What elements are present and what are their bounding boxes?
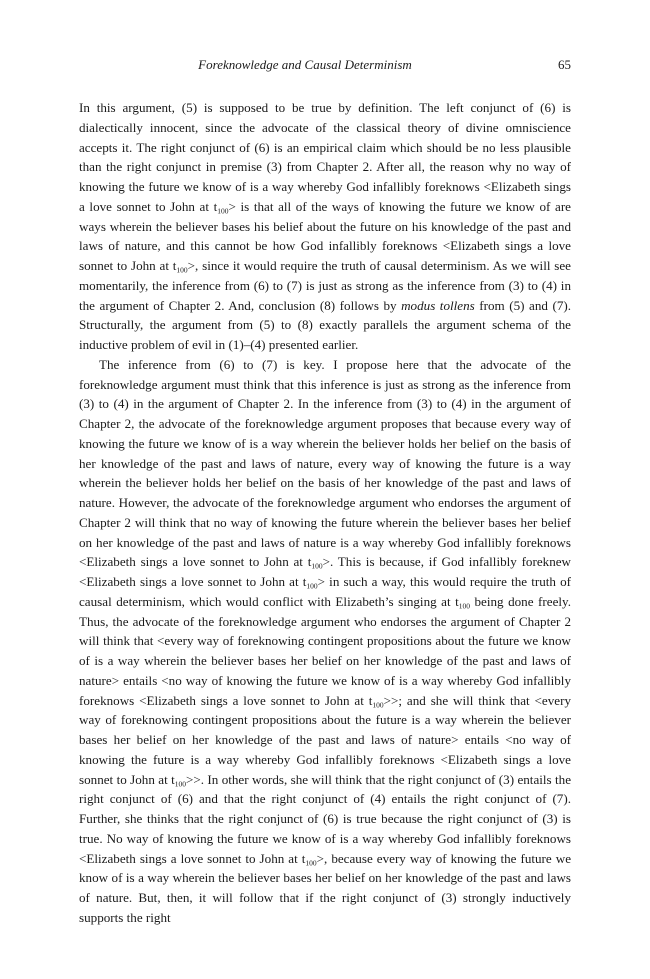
text-run: > is that all of the ways of knowing the future we know of are ways wherein the believer bases his belief about the future on his knowledge of the past and laws of nature, and this cannot be how God infallibly foreknows <Elizabeth sings a love sonnet to John at t [79,198,571,273]
text-run: >. This is because, if God infallibly foreknew <Elizabeth sings a love sonnet to John at t [79,554,572,589]
italic-text: modus tollens [401,297,475,313]
text-run: >, since it would require the truth of causal determinism. As we will see momentarily, the inference from (6) to (7) is just as strong as the inference from (3) to (4) in the argument of Chapter 2. And, conclusion (8) follows by [79,258,571,313]
subscript: 100 [458,601,470,611]
text-run: being done freely. Thus, the advocate of the foreknowledge argument who endorses the argument of Chapter 2 will think that <every way of foreknowing contingent propositions about the future we know of is a way wherein the believer bases her belief on her knowledge of the past and laws of nature> entails <no way of knowing the future we know of is a way whereby God infallibly foreknows <Elizabeth sings a love sonnet to John at t [79,593,571,708]
text-run: >, because every way of knowing the future we know of is a way wherein the believer bases her belief on her knowledge of the past and laws of nature. But, then, it will follow that if the right conjunct of (3) strongly inductively supports the right [79,850,572,925]
running-title: Foreknowledge and Causal Determinism [198,57,412,72]
subscript: 100 [372,700,384,709]
body-text [79,98,571,928]
text-run: >>; and she will think that <every way of foreknowing contingent propositions about the future is a way wherein the believer bases her belief on her knowledge of the past and laws of nature> entails <no way of knowing the future is a way whereby God infallibly foreknows <Elizabeth sings a love sonnet to John at t [79,692,571,787]
running-header [79,56,571,74]
text-run: In this argument, (5) is supposed to be true by definition. The left conjunct of (6) is dialectically innocent, since the advocate of the classical theory of divine omniscience accepts it. The right conjunct of (6) is an empirical claim which should be no less plausible than the right conjunct in premise (3) from Chapter 2. After all, the reason why no way of knowing the future we know of is a way whereby God infallibly foreknows <Elizabeth sings a love sonnet to John at t [79,100,571,214]
text-run: from (5) and (7). Structurally, the argument from (5) to (8) exactly parallels the argument schema of the inductive problem of evil in (1)–(4) presented earlier. [79,297,571,352]
subscript: 100 [311,561,323,571]
paragraph [79,355,571,928]
text-run: The inference from (6) to (7) is key. I propose here that the advocate of the foreknowledge argument must think that this inference is just as strong as the inference from (3) to (4) in the argument of Chapter 2. In the inference from (3) to (4) in the argument of Chapter 2, the advocate of the foreknowledge argument proposes that because every way of knowing the future we know of is a way wherein the believer holds her belief on the basis of her knowledge of the past and laws of nature, every way of knowing the future is a way wherein the believer holds her belief on the basis of her knowledge of the past and laws of nature. However, the advocate of the foreknowledge argument who endorses the argument of Chapter 2 will think that no way of knowing the future wherein the believer bases her belief on her knowledge of the past and laws of nature is a way whereby God infallibly foreknows <Elizabeth sings a love sonnet to John at t [79,356,571,570]
page-number: 65 [558,57,571,72]
subscript: 100 [176,265,188,275]
text-run: > in such a way, this would require the truth of causal determinism, which would conflict with Elizabeth’s singing at t [79,574,572,609]
subscript: 100 [217,206,229,216]
subscript: 100 [306,581,318,591]
subscript: 100 [174,779,186,788]
text-run: >>. In other words, she will think that the right conjunct of (3) entails the right conjunct of (6) and that the right conjunct of (4) entails the right conjunct of (7). Further, she thinks that the right conjunct of (6) is true because the right conjunct of (3) is true. No way of knowing the future we know of is a way whereby God infallibly foreknows <Elizabeth sings a love sonnet to John at t [79,771,572,866]
subscript: 100 [305,858,317,867]
paragraph [79,98,571,355]
